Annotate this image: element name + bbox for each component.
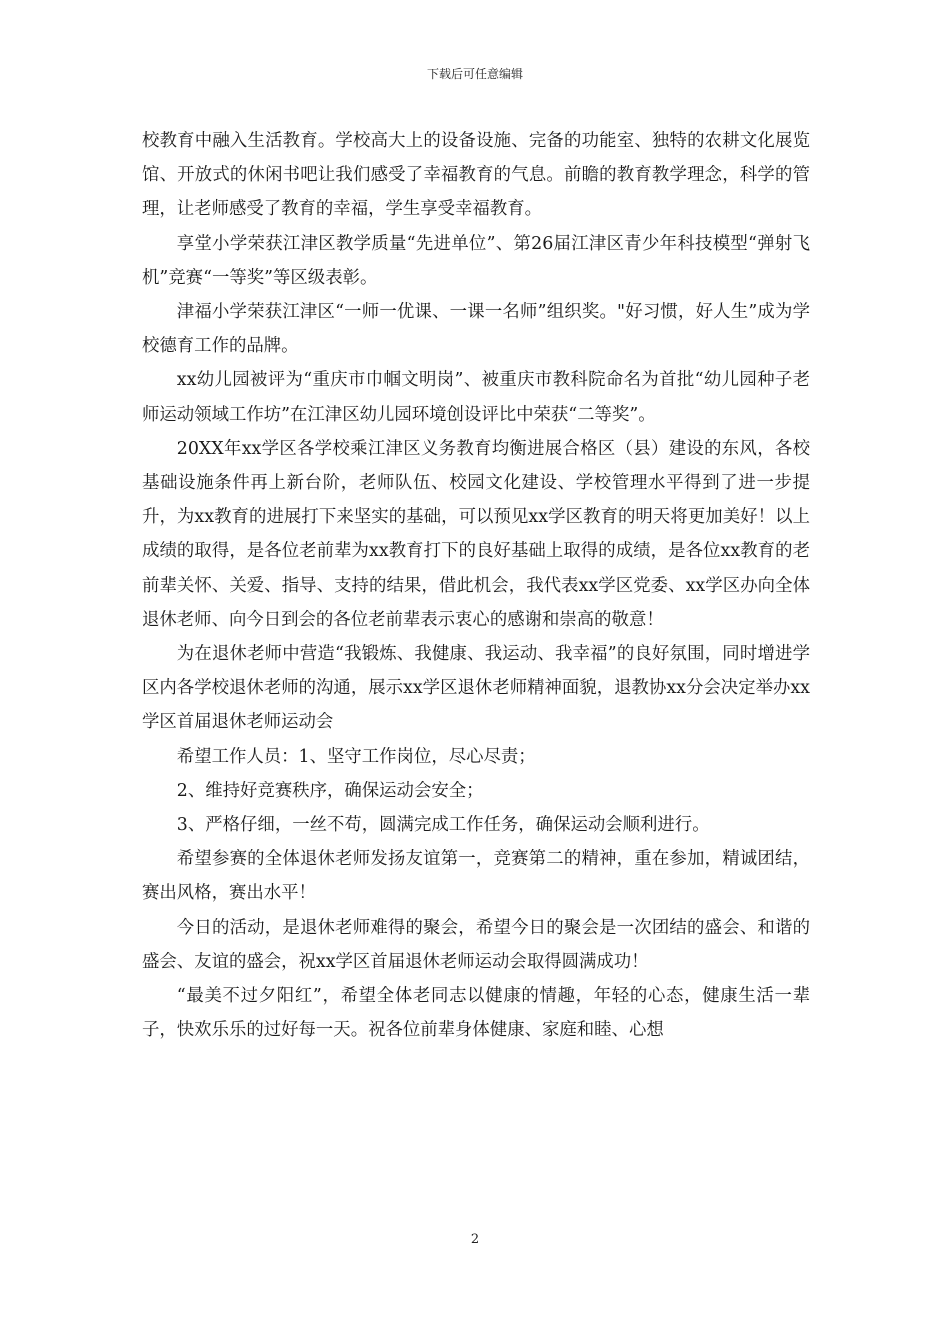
- paragraph: 为在退休老师中营造“我锻炼、我健康、我运动、我幸福”的良好氛围，同时增进学区内各学校退休老师的沟通，展示xx学区退休老师精神面貌，退教协xx分会决定举办xx学区首届退休老师运动会: [142, 644, 810, 733]
- page-number: 2: [470, 1232, 480, 1247]
- paragraph-list-item: 3、严格仔细，一丝不苟，圆满完成工作任务，确保运动会顺利进行。: [176, 815, 710, 836]
- paragraph: “最美不过夕阳红”，希望全体老同志以健康的情趣，年轻的心态，健康生活一辈子，快欢乐乐的过好每一天。祝各位前辈身体健康、家庭和睦、心想: [142, 986, 810, 1041]
- paragraph: xx幼儿园被评为“重庆市巾帼文明岗”、被重庆市教科院命名为首批“幼儿园种子老师运动领域工作坊”在江津区幼儿园环境创设评比中荣获“二等奖”。: [142, 370, 810, 425]
- paragraph: 希望参赛的全体退休老师发扬友谊第一，竞赛第二的精神，重在参加，精诚团结，赛出风格，赛出水平！: [142, 849, 810, 904]
- paragraph: 今日的活动，是退休老师难得的聚会，希望今日的聚会是一次团结的盛会、和谐的盛会、友谊的盛会，祝xx学区首届退休老师运动会取得圆满成功！: [142, 917, 810, 972]
- paragraph-list-intro: 希望工作人员：1、坚守工作岗位，尽心尽责；: [176, 746, 536, 767]
- paragraph: 享堂小学荣获江津区教学质量“先进单位”、第26届江津区青少年科技模型“弹射飞机”竞赛“一等奖”等区级表彰。: [142, 233, 810, 288]
- paragraph-list-item: 2、维持好竞赛秩序，确保运动会安全；: [176, 780, 484, 801]
- paragraph: 津福小学荣获江津区“一师一优课、一课一名师”组织奖。"好习惯，好人生”成为学校德育工作的品牌。: [142, 302, 810, 357]
- document-body: [142, 124, 810, 1047]
- paragraph-continued: 校教育中融入生活教育。学校高大上的设备设施、完备的功能室、独特的农耕文化展览馆、开放式的休闲书吧让我们感受了幸福教育的气息。前瞻的教育教学理念，科学的管理，让老师感受了教育的幸福，学生享受幸福教育。: [142, 131, 810, 220]
- paragraph: 20XX年xx学区各学校乘江津区义务教育均衡进展合格区（县）建设的东风，各校基础设施条件再上新台阶，老师队伍、校园文化建设、学校管理水平得到了进一步提升，为xx教育的进展打下来坚实的基础，可以预见xx学区教育的明天将更加美好！以上成绩的取得，是各位老前辈为xx教育打下的良好基础上取得的成绩，是各位xx教育的老前辈关怀、关爱、指导、支持的结果，借此机会，我代表xx学区党委、xx学区办向全体退休老师、向今日到会的各位老前辈表示衷心的感谢和崇高的敬意！: [142, 438, 810, 630]
- page-header: 下载后可任意编辑: [426, 67, 523, 81]
